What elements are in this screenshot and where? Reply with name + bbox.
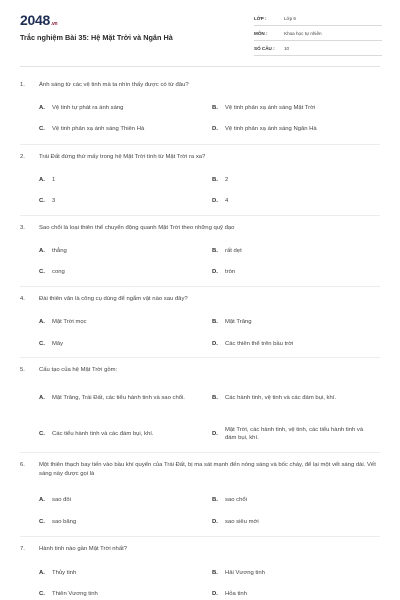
option-text: cong	[52, 269, 65, 275]
site-logo	[20, 12, 57, 28]
option-text: 3	[52, 198, 56, 204]
meta-info-table	[254, 11, 382, 56]
option-a[interactable]	[39, 496, 199, 504]
document-header	[0, 0, 400, 66]
option-letter: D.	[212, 269, 218, 275]
question-4	[20, 295, 380, 304]
option-text: Vệ tinh phản xạ ánh sáng Thiên Hà	[52, 126, 145, 132]
option-letter: B.	[212, 570, 218, 576]
option-letter: A.	[39, 570, 45, 576]
option-text: thẳng	[52, 248, 67, 254]
option-letter: A.	[39, 248, 45, 254]
option-text: Mây	[52, 341, 64, 347]
option-text: Các hành tinh, vệ tinh và các đám bụi, khí.	[225, 395, 337, 401]
option-c[interactable]	[39, 268, 199, 276]
question-divider	[20, 357, 380, 358]
question-divider	[20, 215, 380, 216]
question-text: Hành tinh nào gần Mặt Trời nhất?	[39, 546, 128, 552]
option-letter: C.	[39, 126, 45, 132]
option-a[interactable]	[39, 247, 199, 255]
option-letter: A.	[39, 319, 45, 325]
question-number: 7.	[20, 546, 25, 552]
question-2	[20, 153, 380, 162]
option-letter: C.	[39, 269, 45, 275]
question-divider	[20, 286, 380, 287]
option-c[interactable]	[39, 125, 199, 133]
question-text: Cấu tạo của hệ Mặt Trời gồm:	[39, 367, 118, 373]
question-5	[20, 366, 380, 375]
option-b[interactable]	[212, 569, 372, 577]
option-text: Các tiểu hành tinh và các đám bụi, khí.	[52, 431, 154, 437]
option-a[interactable]	[39, 389, 199, 407]
option-letter: D.	[212, 591, 218, 597]
question-text: Đài thiên văn là công cụ dùng để ngắm vật nào sau đây?	[39, 296, 188, 302]
meta-value: Khoa học tự nhiên	[284, 30, 322, 36]
option-text: Mặt Trời mọc	[52, 319, 87, 325]
question-1	[20, 81, 380, 90]
option-letter: A.	[39, 395, 45, 401]
page-title: Trắc nghiệm Bài 35: Hệ Mặt Trời và Ngân Hà	[20, 33, 173, 42]
option-text: Mặt Trăng	[225, 319, 252, 325]
question-number: 4.	[20, 296, 25, 302]
option-b[interactable]	[212, 318, 372, 326]
option-d[interactable]	[212, 340, 372, 348]
option-c[interactable]	[39, 590, 199, 598]
option-letter: A.	[39, 177, 45, 183]
question-7	[20, 545, 380, 554]
option-text: 4	[225, 198, 229, 204]
option-b[interactable]	[212, 104, 372, 112]
option-letter: A.	[39, 497, 45, 503]
meta-label: SỐ CÂU :	[254, 45, 275, 51]
option-letter: C.	[39, 591, 45, 597]
option-letter: C.	[39, 431, 45, 437]
meta-row-grade	[254, 11, 382, 26]
option-letter: B.	[212, 177, 218, 183]
option-d[interactable]	[212, 518, 372, 526]
option-text: Hải Vương tinh	[225, 570, 265, 576]
option-text: 1	[52, 177, 56, 183]
option-b[interactable]	[212, 394, 372, 402]
option-letter: D.	[212, 126, 218, 132]
option-letter: B.	[212, 105, 218, 111]
question-6	[20, 461, 380, 479]
logo-sub-text: .vn	[50, 21, 58, 27]
option-letter: C.	[39, 341, 45, 347]
meta-label: LỚP :	[254, 15, 267, 21]
question-number: 5.	[20, 367, 25, 373]
question-divider	[20, 452, 380, 453]
question-divider	[20, 536, 380, 537]
option-text: tròn	[225, 269, 236, 275]
option-text: Hỏa tinh	[225, 591, 247, 597]
option-text: Các thiên thể trên bầu trời	[225, 341, 294, 347]
option-b[interactable]	[212, 247, 372, 255]
option-text: sao băng	[52, 519, 77, 525]
option-c[interactable]	[39, 340, 199, 348]
option-d[interactable]	[212, 425, 372, 443]
option-a[interactable]	[39, 104, 199, 112]
option-c[interactable]	[39, 430, 199, 438]
header-divider	[20, 66, 380, 67]
question-divider	[20, 144, 380, 145]
option-a[interactable]	[39, 569, 199, 577]
option-letter: B.	[212, 248, 218, 254]
option-d[interactable]	[212, 125, 372, 133]
option-text: sao đôi	[52, 497, 71, 503]
meta-label: MÔN :	[254, 30, 268, 36]
question-3	[20, 224, 380, 233]
option-text: Vệ tinh tự phát ra ánh sáng	[52, 105, 124, 111]
question-text: Ánh sáng từ các vệ tinh mà ta nhìn thấy được có từ đâu?	[39, 82, 189, 88]
option-c[interactable]	[39, 518, 199, 526]
option-text: Thủy tinh	[52, 570, 77, 576]
option-text: 2	[225, 177, 229, 183]
option-letter: D.	[212, 341, 218, 347]
question-text: Một thiên thạch bay tiến vào bầu khí quyển của Trái Đất, bị ma sát mạnh đến nóng sáng và bốc cháy, để lại một vết sáng dài. Vết sáng này được gọi là	[39, 462, 376, 477]
option-letter: B.	[212, 497, 218, 503]
question-number: 3.	[20, 225, 25, 231]
meta-row-count	[254, 41, 382, 56]
option-letter: D.	[212, 198, 218, 204]
question-text: Trái Đất đứng thứ mấy trong hệ Mặt Trời tính từ Mặt Trời ra xa?	[39, 154, 206, 160]
option-text: sao chổi	[225, 497, 247, 503]
meta-value: 10	[284, 45, 290, 51]
question-number: 6.	[20, 462, 25, 468]
option-b[interactable]	[212, 176, 372, 184]
option-letter: B.	[212, 395, 218, 401]
logo-main-text: 2048	[20, 12, 50, 28]
option-text: Mặt Trăng, Trái Đất, các tiểu hành tinh và sao chổi.	[52, 395, 185, 401]
option-c[interactable]	[39, 197, 199, 205]
meta-value: Lớp 6	[284, 15, 296, 21]
option-text: rất dẹt	[225, 248, 242, 254]
option-a[interactable]	[39, 318, 199, 326]
option-text: Vệ tinh phản xạ ánh sáng Mặt Trời	[225, 105, 316, 111]
option-letter: C.	[39, 519, 45, 525]
option-letter: D.	[212, 431, 218, 437]
option-d[interactable]	[212, 590, 372, 598]
question-number: 2.	[20, 154, 25, 160]
option-text: Mặt Trời, các hành tinh, vệ tinh, các tiểu hành tinh và đám bụi, khí.	[225, 427, 364, 441]
option-text: Thiên Vương tinh	[52, 591, 98, 597]
option-text: sao siêu mới	[225, 519, 259, 525]
option-letter: D.	[212, 519, 218, 525]
option-a[interactable]	[39, 176, 199, 184]
option-d[interactable]	[212, 268, 372, 276]
meta-row-subject	[254, 26, 382, 41]
question-number: 1.	[20, 82, 25, 88]
option-d[interactable]	[212, 197, 372, 205]
option-b[interactable]	[212, 496, 372, 504]
option-text: Vệ tinh phản xạ ánh sáng Ngân Hà	[225, 126, 317, 132]
option-letter: A.	[39, 105, 45, 111]
question-text: Sao chổi là loại thiên thể chuyển động quanh Mặt Trời theo những quỹ đạo	[39, 225, 235, 231]
option-letter: C.	[39, 198, 45, 204]
option-letter: B.	[212, 319, 218, 325]
